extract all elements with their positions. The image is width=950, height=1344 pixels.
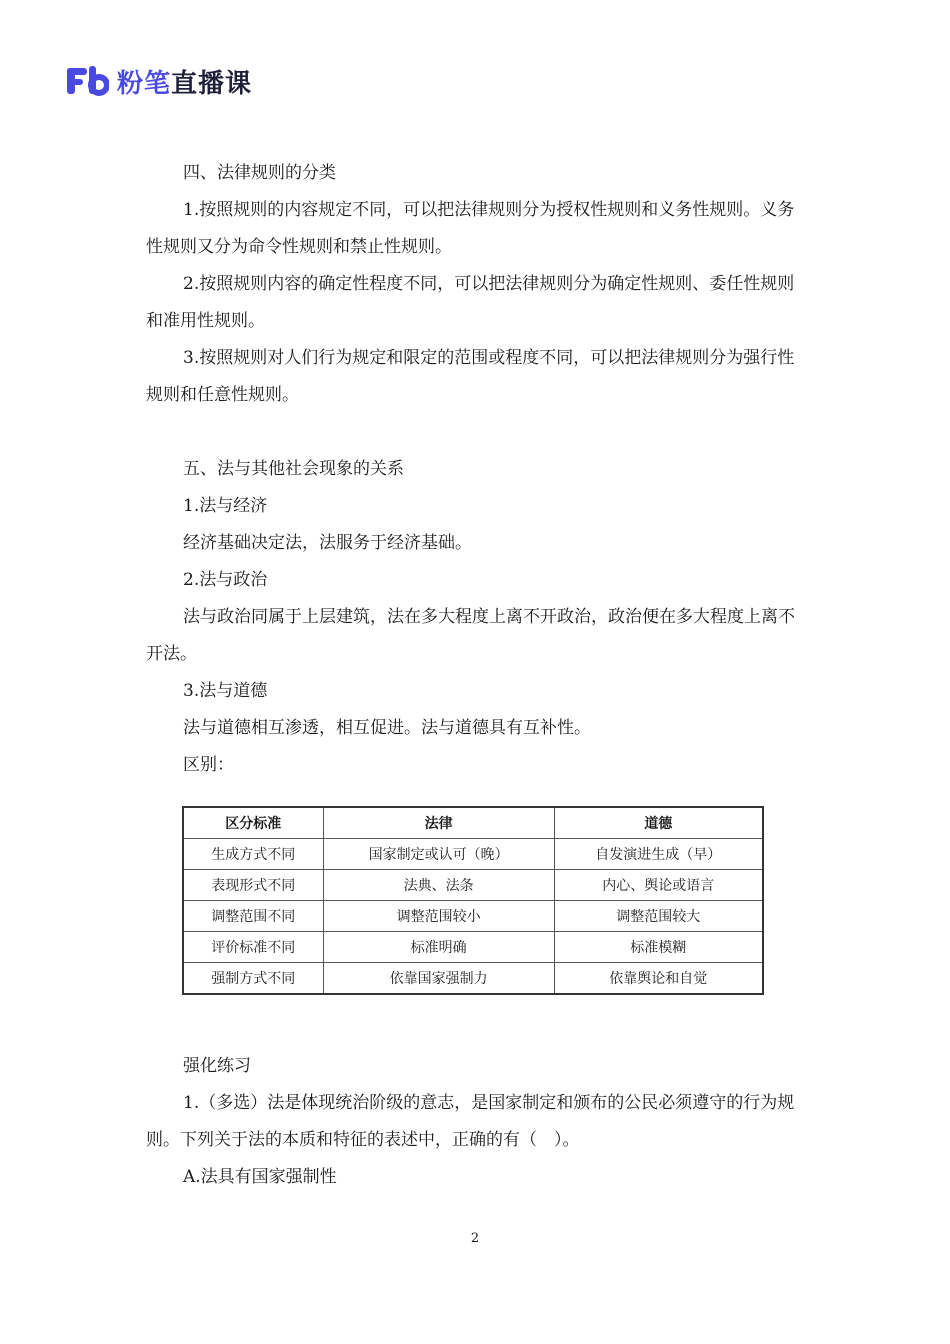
section4-paragraph-1: 1.按照规则的内容规定不同，可以把法律规则分为授权性规则和义务性规则。义务性规则又分为命令性规则和禁止性规则。 [146,200,795,257]
table-row [183,901,763,932]
table-cell: 内心、舆论或语言 [554,870,763,901]
table-row [183,839,763,870]
table-cell: 标准明确 [323,932,554,963]
table-cell: 国家制定或认可（晚） [323,839,554,870]
table-cell: 生成方式不同 [183,839,323,870]
section4-paragraph-3: 3.按照规则对人们行为规定和限定的范围或程度不同，可以把法律规则分为强行性规则和任意性规则。 [146,348,795,405]
page-number: 2 [470,1231,480,1246]
table-header-cell: 道德 [554,807,763,839]
exercise-title: 强化练习 [183,1056,251,1076]
table-cell: 自发演进生成（早） [554,839,763,870]
table-cell: 法典、法条 [323,870,554,901]
table-cell: 依靠舆论和自觉 [554,963,763,995]
section5-title: 五、法与其他社会现象的关系 [183,459,404,479]
table-header-cell: 法律 [323,807,554,839]
table-cell: 调整范围较小 [323,901,554,932]
economy-text: 经济基础决定法，法服务于经济基础。 [183,533,472,553]
table-row [183,870,763,901]
table-cell: 评价标准不同 [183,932,323,963]
table-cell: 依靠国家强制力 [323,963,554,995]
politics-text: 法与政治同属于上层建筑，法在多大程度上离不开政治，政治便在多大程度上离不开法。 [146,607,795,664]
table-cell: 调整范围较大 [554,901,763,932]
law-morality-comparison-table [182,806,764,995]
table-row [183,963,763,995]
difference-label: 区别： [183,755,234,775]
fenbi-logo-icon [67,66,109,96]
table-row [183,932,763,963]
table-cell: 调整范围不同 [183,901,323,932]
table-cell: 强制方式不同 [183,963,323,995]
logo-text: 粉笔直播课 [117,68,253,99]
section4-title: 四、法律规则的分类 [183,163,336,183]
section4-paragraph-2: 2.按照规则内容的确定性程度不同，可以把法律规则分为确定性规则、委任性规则和准用性规则。 [146,274,795,331]
main-content [146,155,810,784]
question-1: 1.（多选）法是体现统治阶级的意志，是国家制定和颁布的公民必须遵守的行为规则。下列关于法的本质和特征的表述中，正确的有（ ）。 [146,1093,795,1150]
table-header-cell: 区分标准 [183,807,323,839]
brand-logo [67,64,252,98]
morality-heading: 3.法与道德 [183,681,268,701]
table-header-row [183,807,763,839]
option-a: A.法具有国家强制性 [183,1167,337,1187]
exercise-section [146,1048,810,1196]
economy-heading: 1.法与经济 [183,496,268,516]
table-cell: 表现形式不同 [183,870,323,901]
morality-text: 法与道德相互渗透，相互促进。法与道德具有互补性。 [183,718,591,738]
table-cell: 标准模糊 [554,932,763,963]
politics-heading: 2.法与政治 [183,570,268,590]
